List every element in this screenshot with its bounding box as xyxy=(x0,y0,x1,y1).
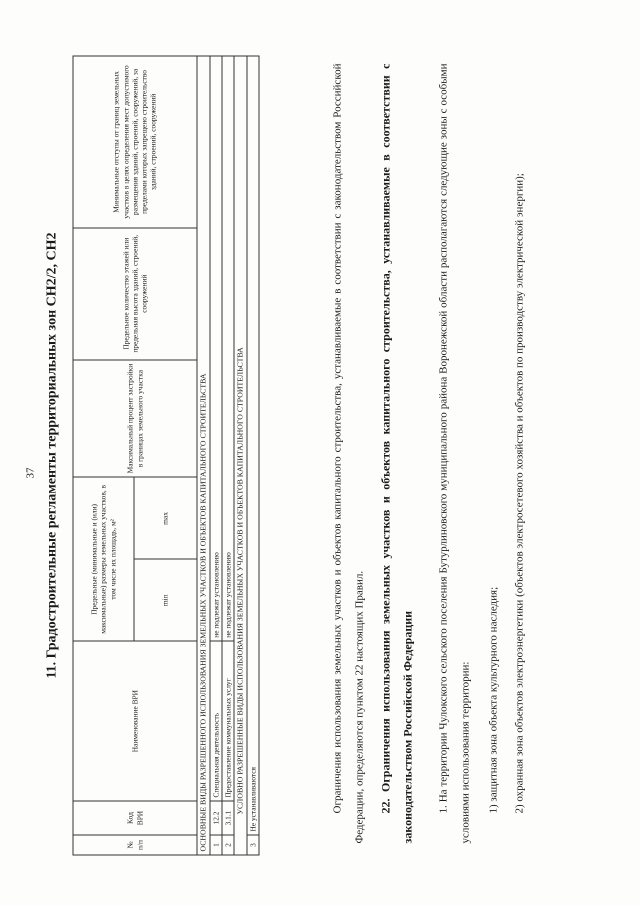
section-main-uses: ОСНОВНЫЕ ВИДЫ РАЗРЕШЕННОГО ИСПОЛЬЗОВАНИЯ ЗЕМЕЛЬНЫХ УЧАСТКОВ И ОБЪЕКТОВ КАПИТАЛЬНОГО СТРОИТЕЛЬСТВА xyxy=(197,56,210,855)
paragraph-restrictions: Ограничения использования земельных участков и объектов капитального строительства, устанавливаемые в соответствии с законодательством Российской Федерации, определяются пунктом 22 настоящих Правил. xyxy=(331,63,365,843)
row-num: 3 xyxy=(246,835,258,855)
header-max: max xyxy=(134,477,197,559)
row-text: Не устанавливаются xyxy=(246,56,258,835)
table-row xyxy=(246,56,258,855)
row-name: Предоставление коммунальных услуг xyxy=(221,641,233,801)
list-item-1: 1) защитная зона объекта культурного наследия; xyxy=(487,586,499,813)
row-name: Специальная деятельность xyxy=(209,641,221,801)
header-floors: Предельное количество этажей или предельная высота зданий, строений, сооружений xyxy=(73,227,197,359)
page-number: 37 xyxy=(24,467,36,478)
header-code: Код ВРИ xyxy=(73,801,197,835)
paragraph-zones: 1. На территории Чулокского сельского поселения Бутурлиновского муниципального района Воронежской области располагаются следующие зоны с особыми условиями использования территории: xyxy=(437,63,471,843)
section-22-heading xyxy=(374,63,418,843)
header-name: Наименование ВРИ xyxy=(73,641,197,801)
table-row xyxy=(209,56,221,855)
table-row xyxy=(221,56,233,855)
header-num: № п/п xyxy=(73,835,197,855)
header-size: Предельные (минимальные и (или) максимальные) размеры земельных участков, в том числе их площадь, м² xyxy=(73,477,134,641)
section-22-title: Ограничения использования земельных участков и объектов капитального строительства, устанавливаемые в соответствии с законодательством Российской Федерации xyxy=(378,63,414,843)
row-num: 2 xyxy=(221,835,233,855)
row-code: 3.1.1 xyxy=(221,801,233,835)
row-num: 1 xyxy=(209,835,221,855)
section-conditional-uses: УСЛОВНО РАЗРЕШЕННЫЕ ВИДЫ ИСПОЛЬЗОВАНИЯ ЗЕМЕЛЬНЫХ УЧАСТКОВ И ОБЪЕКТОВ КАПИТАЛЬНОГО СТРОИТЕЛЬСТВА xyxy=(234,56,247,855)
row-value: не подлежат установлению xyxy=(209,56,221,641)
header-percent: Максимальный процент застройки в границах земельного участка xyxy=(73,359,197,477)
section-22-number: 22. xyxy=(378,798,392,813)
header-min: min xyxy=(134,559,197,641)
row-value: не подлежат установлению xyxy=(221,56,233,641)
regulations-table xyxy=(72,55,259,855)
row-code: 12.2 xyxy=(209,801,221,835)
header-setback: Минимальные отступы от границ земельных участков в целях определения мест допустимого размещения зданий, строений, сооружений, за пределами которых запрещено строительство зданий, строений, сооружений xyxy=(73,56,197,228)
section-title: 11. Градостроительные регламенты территориальных зон СН2/2, СН2 xyxy=(44,231,59,679)
list-item-2: 2) охранная зона объектов электроэнергетики (объектов электросетевого хозяйства и объектов по производству электрической энергии); xyxy=(513,172,525,813)
